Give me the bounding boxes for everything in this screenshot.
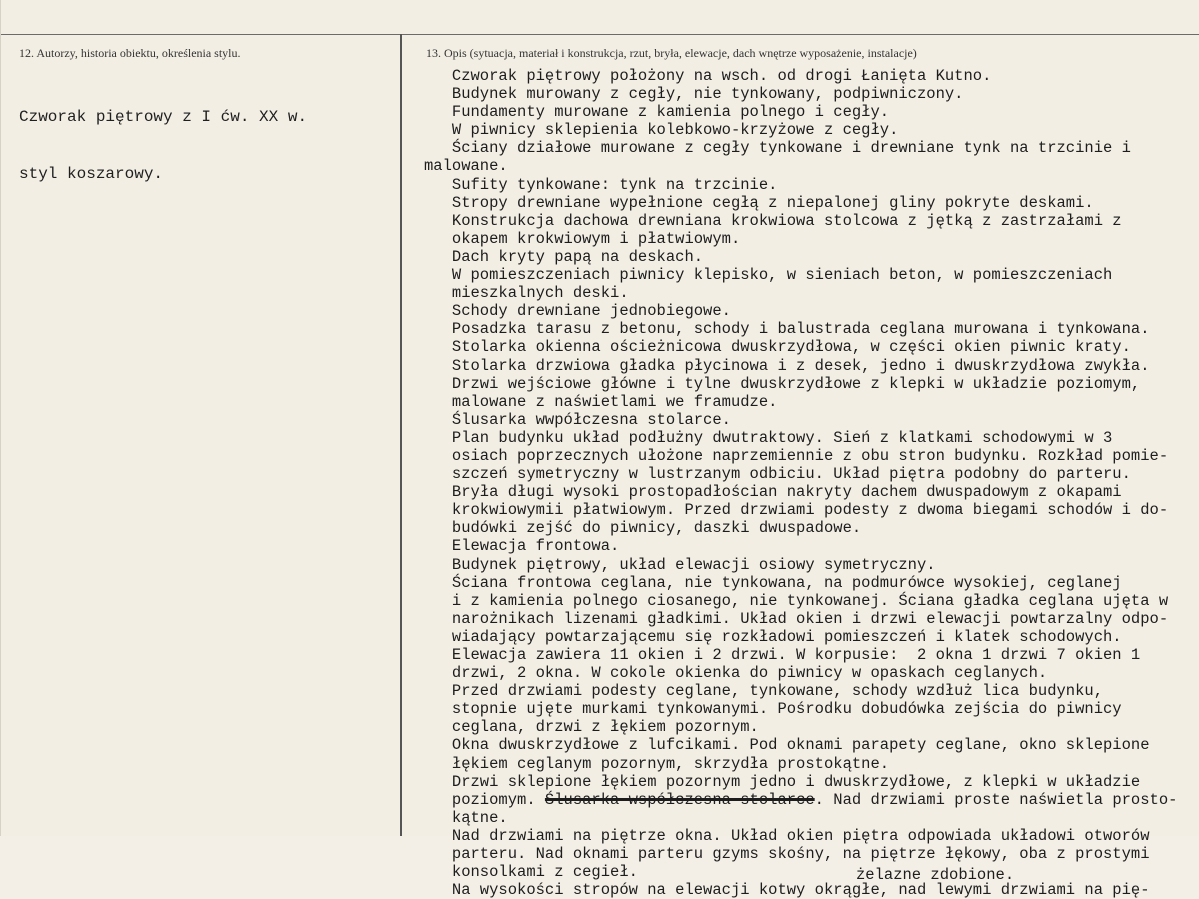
description-line: Budynek piętrowy, układ elewacji osiowy symetryczny. (424, 555, 936, 574)
description-line: szczeń symetryczny w lustrzanym odbiciu. Układ piętra podobny do parteru. (424, 465, 1131, 484)
description-line: Bryła długi wysoki prostopadłościan nakryty dachem dwuspadowym z okapami (424, 483, 1122, 502)
column-divider (400, 34, 402, 836)
description-line: krokwiowymii płatwiowym. Przed drzwiami podesty z dwoma biegami schodów i do- (424, 501, 1169, 520)
description-line: Okna dwuskrzydłowe z lufcikami. Pod oknami parapety ceglane, okno sklepione (424, 736, 1150, 755)
description-line: Stolarka okienna ościeżnicowa dwuskrzydłowa, w części okien piwnic kraty. (424, 338, 1131, 357)
struck-out-text: Ślusarka współczesna stolarce (544, 790, 815, 809)
description-line: Drzwi sklepione łękiem pozornym jedno i dwuskrzydłowe, z klepki w układzie (424, 772, 1141, 791)
description-line: Ściany działowe murowane z cegły tynkowane i drewniane tynk na trzcinie i (424, 139, 1131, 158)
description-line: osiach poprzecznych ułożone naprzemiennie z obu stron budynku. Rozkład pomie- (424, 446, 1169, 465)
style-line: Czworak piętrowy z I ćw. XX w. (19, 108, 308, 126)
description-line: okapem krokwiowym i płatwiowym. (424, 229, 741, 248)
description-line: Stropy drewniane wypełnione cegłą z niepalonej gliny pokryte deskami. (424, 193, 1094, 212)
description-line: malowane. (424, 157, 508, 176)
description-line: Drzwi wejściowe główne i tylne dwuskrzydłowe z klepki w układzie poziomym, (424, 374, 1141, 393)
description-line: Ściana frontowa ceglana, nie tynkowana, na podmurówce wysokiej, ceglanej (424, 573, 1122, 592)
description-line: Elewacja frontowa. (424, 537, 620, 556)
description-line: Ślusarka wwpółczesna stolarce. (424, 410, 731, 429)
description-line: W piwnicy sklepienia kolebkowo-krzyżowe z cegły. (424, 121, 899, 140)
description-line: Dach kryty papą na deskach. (424, 247, 704, 266)
object-description (424, 67, 1194, 899)
description-line: i z kamienia polnego ciosanego, nie tynkowanej. Ściana gładka ceglana ujęta w (424, 591, 1169, 610)
header-rule (1, 34, 1199, 35)
description-line-end: . Nad drzwiami proste naświetla prosto- (814, 790, 1178, 809)
description-line: Nad drzwiami na piętrze okna. Układ okien piętra odpowiada układowi otworów (424, 826, 1150, 845)
description-line-start: poziomym. (424, 790, 545, 809)
description-line: narożnikach lizenami gładkimi. Układ okien i drzwi elewacji powtarzalny odpo- (424, 609, 1169, 628)
description-line: Konstrukcja dachowa drewniana krokwiowa stolcowa z jętką z zastrzałami z (424, 211, 1122, 230)
description-line: Budynek murowany z cegły, nie tynkowany, podpiwniczony. (424, 85, 964, 104)
description-line: budówki zejść do piwnicy, daszki dwuspadowe. (424, 519, 862, 538)
style-description (19, 70, 307, 222)
section-13-header: 13. Opis (sytuacja, materiał i konstrukcja, rzut, bryła, elewacje, dach wnętrze wyposażenie, instalacje) (426, 46, 917, 60)
description-line: kątne. (424, 808, 508, 827)
description-line: ceglana, drzwi z łękiem pozornym. (424, 718, 759, 737)
description-line: Schody drewniane jednobiegowe. (424, 302, 731, 321)
description-line: malowane z naświetlami we framudze. (424, 392, 778, 411)
typed-insertion-note: żelazne zdobione. (856, 866, 1015, 885)
description-line: Stolarka drzwiowa gładka płycinowa i z desek, jedno i dwuskrzydłowa zwykła. (424, 356, 1150, 375)
description-line: Elewacja zawiera 11 okien i 2 drzwi. W korpusie: 2 okna 1 drzwi 7 okien 1 (424, 646, 1141, 664)
description-line: Na wysokości stropów na elewacji kotwy okrągłe, nad lewymi drzwiami na pię- (424, 881, 1150, 899)
description-line: stopnie ujęte murkami tynkowanymi. Pośrodku dobudówka zejścia do piwnicy (424, 700, 1122, 719)
description-line: Posadzka tarasu z betonu, schody i balustrada ceglana murowana i tynkowana. (424, 320, 1150, 339)
description-line-text: konsolkami z cegieł. (424, 863, 638, 882)
description-line: mieszkalnych deski. (424, 284, 629, 303)
description-line: Sufity tynkowane: tynk na trzcinie. (424, 175, 778, 194)
description-line-with-insertion (424, 863, 1194, 885)
section-12-header: 12. Autorzy, historia obiektu, określenia stylu. (19, 46, 241, 60)
description-line: Przed drzwiami podesty ceglane, tynkowane, schody wzdłuż lica budynku, (424, 682, 1104, 701)
description-line: łękiem ceglanym pozornym, skrzydła prostokątne. (424, 754, 890, 773)
description-line: wiadający powtarzającemu się rozkładowi pomieszczeń i klatek schodowych. (424, 627, 1122, 646)
description-line-with-strike (424, 791, 1194, 809)
description-line: W pomieszczeniach piwnicy klepisko, w sieniach beton, w pomieszczeniach (424, 266, 1113, 285)
description-line: drzwi, 2 okna. W cokole okienka do piwnicy w opaskach ceglanych. (424, 664, 1048, 683)
style-line: styl koszarowy. (19, 165, 164, 183)
description-line: Plan budynku układ podłużny dwutraktowy. Sień z klatkami schodowymi w 3 (424, 428, 1113, 447)
description-line: Fundamenty murowane z kamienia polnego i cegły. (424, 103, 890, 122)
description-line: parteru. Nad oknami parteru gzyms skośny, na piętrze łękowy, oba z prostymi (424, 845, 1150, 864)
description-line: Czworak piętrowy położony na wsch. od drogi Łanięta Kutno. (424, 67, 992, 85)
